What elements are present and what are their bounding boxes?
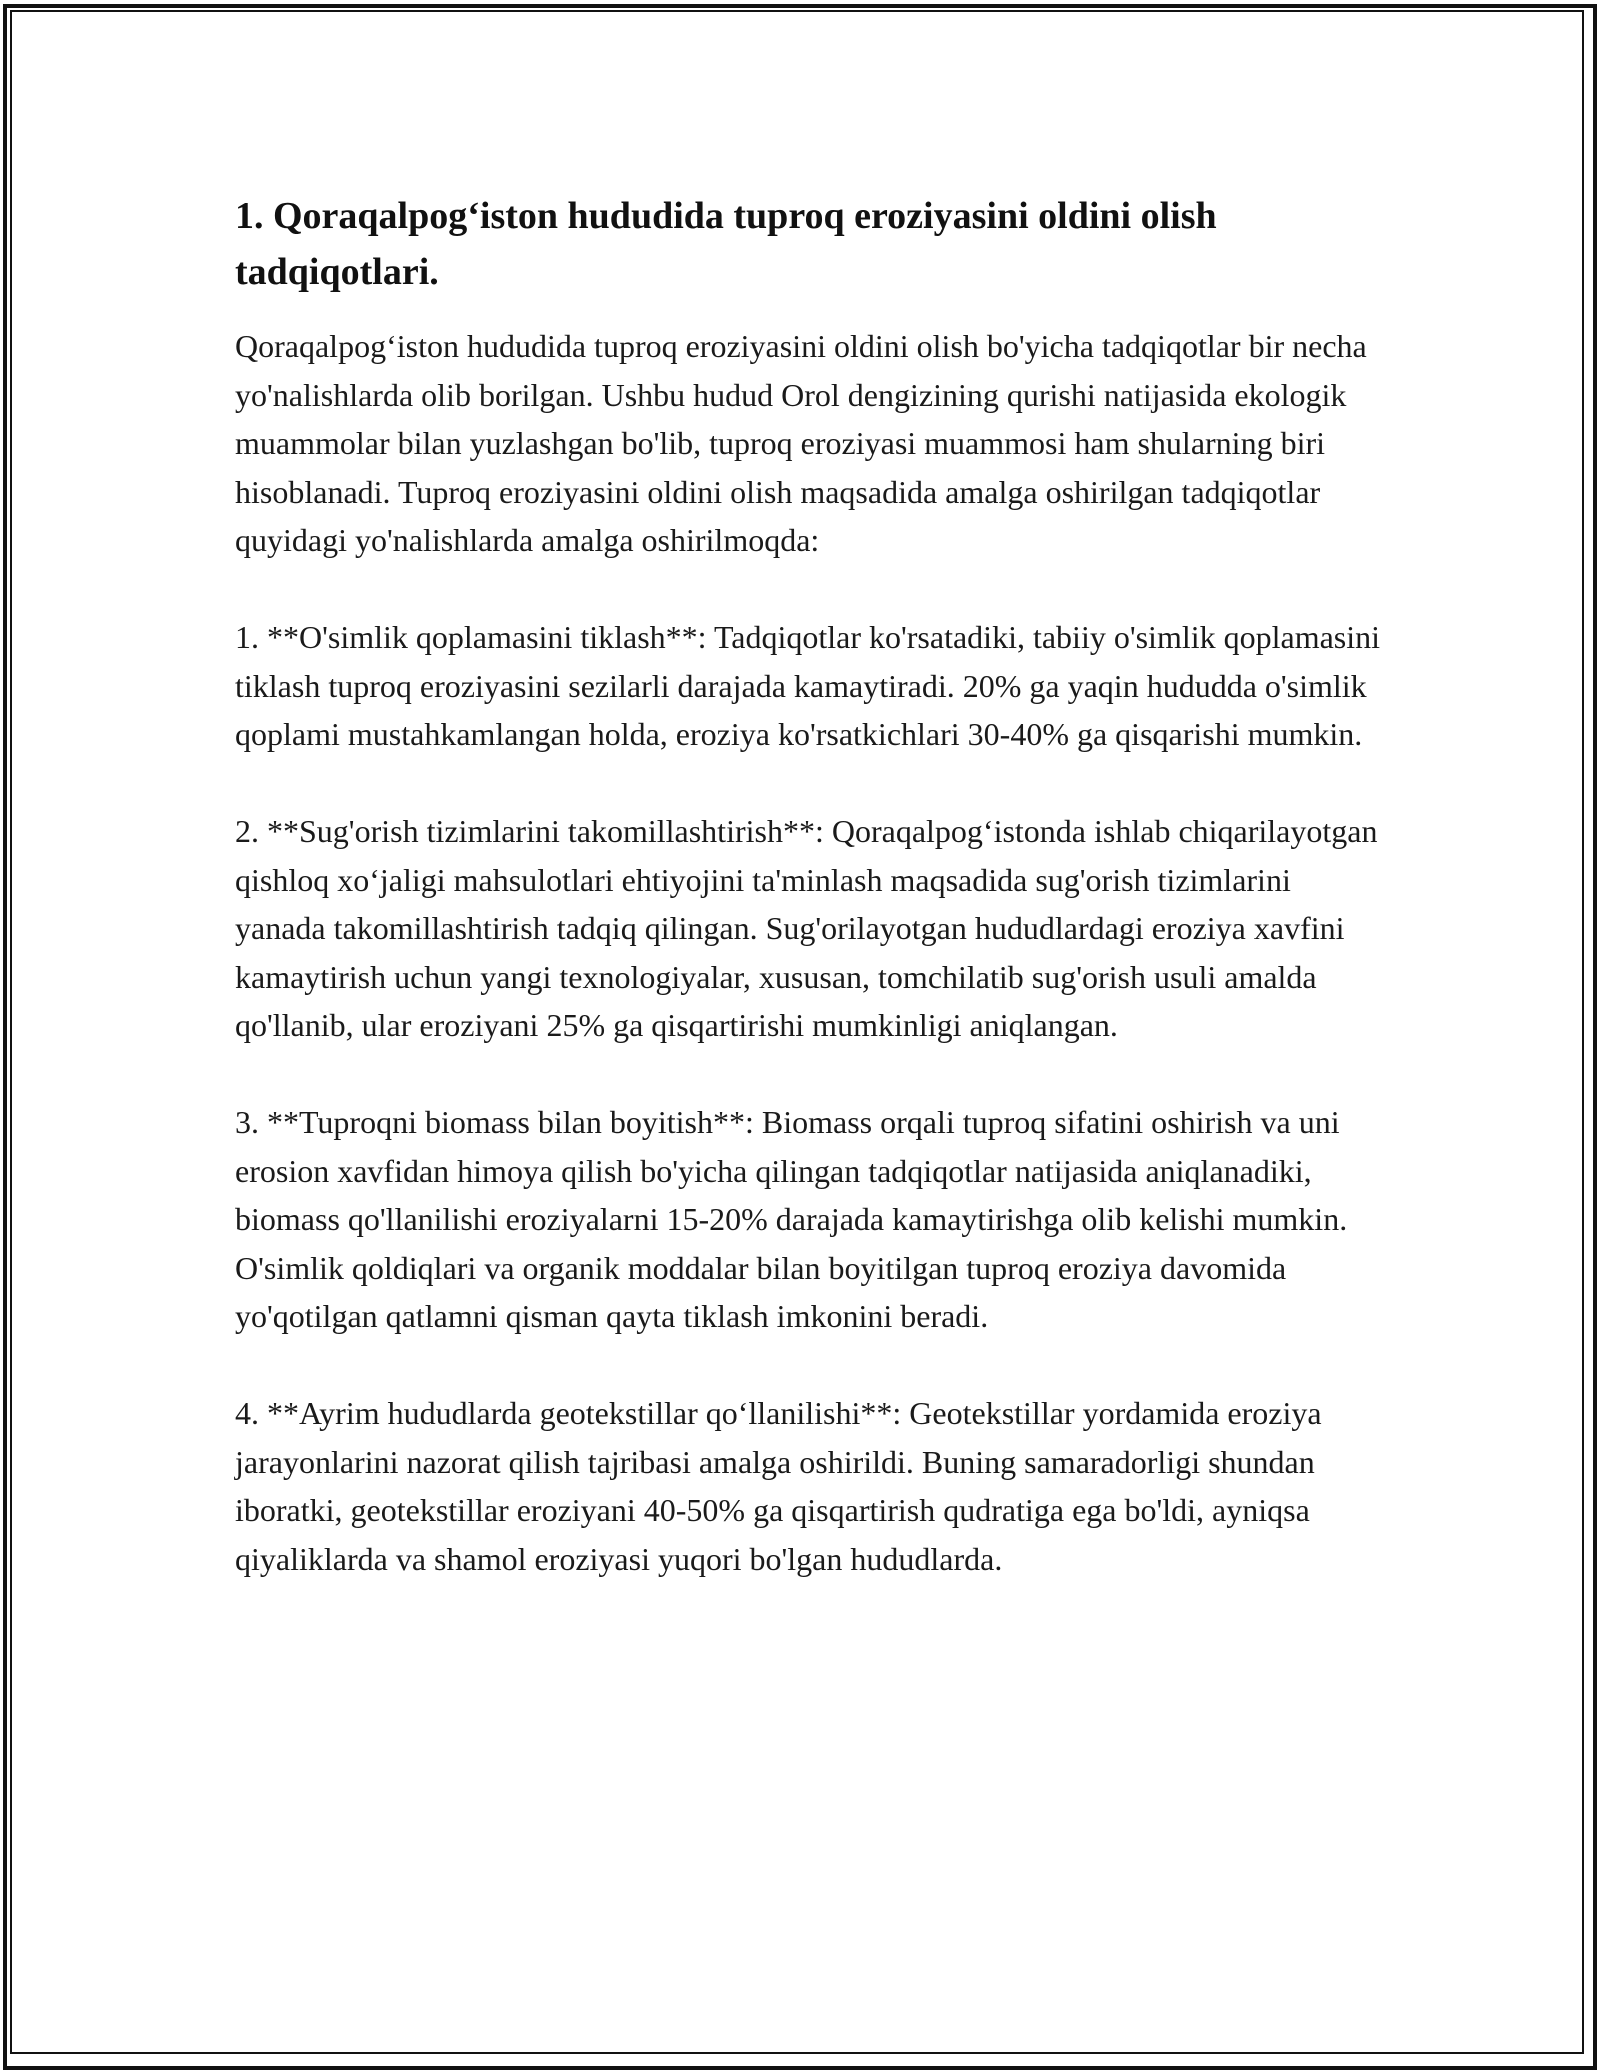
intro-paragraph: Qoraqalpog‘iston hududida tuproq eroziyasini oldini olish bo'yicha tadqiqotlar bir necha yo'nalishlarda olib borilgan. Ushbu hudud Orol dengizining qurishi natijasida ekologik muammolar bilan yuzlashgan bo'lib, tuproq eroziyasi muammosi ham shularning biri hisoblanadi. Tuproq eroziyasini oldini olish maqsadida amalga oshirilgan tadqiqotlar quyidagi yo'nalishlarda amalga oshirilmoqda: (235, 328, 1367, 558)
list-item-irrigation: 2. **Sug'orish tizimlarini takomillashtirish**: Qoraqalpog‘istonda ishlab chiqarilayotgan qishloq xo‘jaligi mahsulotlari ehtiyojini ta'minlash maqsadida sug'orish tizimlarini yanada takomillashtirish tadqiq qilingan. Sug'orilayotgan hududlardagi eroziya xavfini kamaytirish uchun yangi texnologiyalar, xususan, tomchilatib sug'orish usuli amalda qo'llanib, ular eroziyani 25% ga qisqartirishi mumkinligi aniqlangan. (235, 813, 1378, 1043)
list-item-geotextiles: 4. **Ayrim hududlarda geotekstillar qo‘llanilishi**: Geotekstillar yordamida eroziya jarayonlarini nazorat qilish tajribasi amalga oshirildi. Buning samaradorligi shundan iboratki, geotekstillar eroziyani 40-50% ga qisqartirish qudratiga ega bo'ldi, ayniqsa qiyaliklarda va shamol eroziyasi yuqori bo'lgan hududlarda. (235, 1395, 1322, 1577)
list-item-biomass: 3. **Tuproqni biomass bilan boyitish**: Biomass orqali tuproq sifatini oshirish va uni erosion xavfidan himoya qilish bo'yicha qilingan tadqiqotlar natijasida aniqlanadiki, biomass qo'llanilishi eroziyalarni 15-20% darajada kamaytirishga olib kelishi mumkin. O'simlik qoldiqlari va organik moddalar bilan boyitilgan tuproq eroziya davomida yo'qotilgan qatlamni qisman qayta tiklash imkonini beradi. (235, 1104, 1348, 1334)
document-body (235, 322, 1385, 1583)
document-page (235, 188, 1385, 1583)
list-item-plant-cover: 1. **O'simlik qoplamasini tiklash**: Tadqiqotlar ko'rsatadiki, tabiiy o'simlik qoplamasini tiklash tuproq eroziyasini sezilarli darajada kamaytiradi. 20% ga yaqin hududda o'simlik qoplami mustahkamlangan holda, eroziya ko'rsatkichlari 30-40% ga qisqarishi mumkin. (235, 619, 1381, 752)
section-heading: 1. Qoraqalpog‘iston hududida tuproq eroziyasini oldini olish tadqiqotlari. (235, 195, 1217, 293)
